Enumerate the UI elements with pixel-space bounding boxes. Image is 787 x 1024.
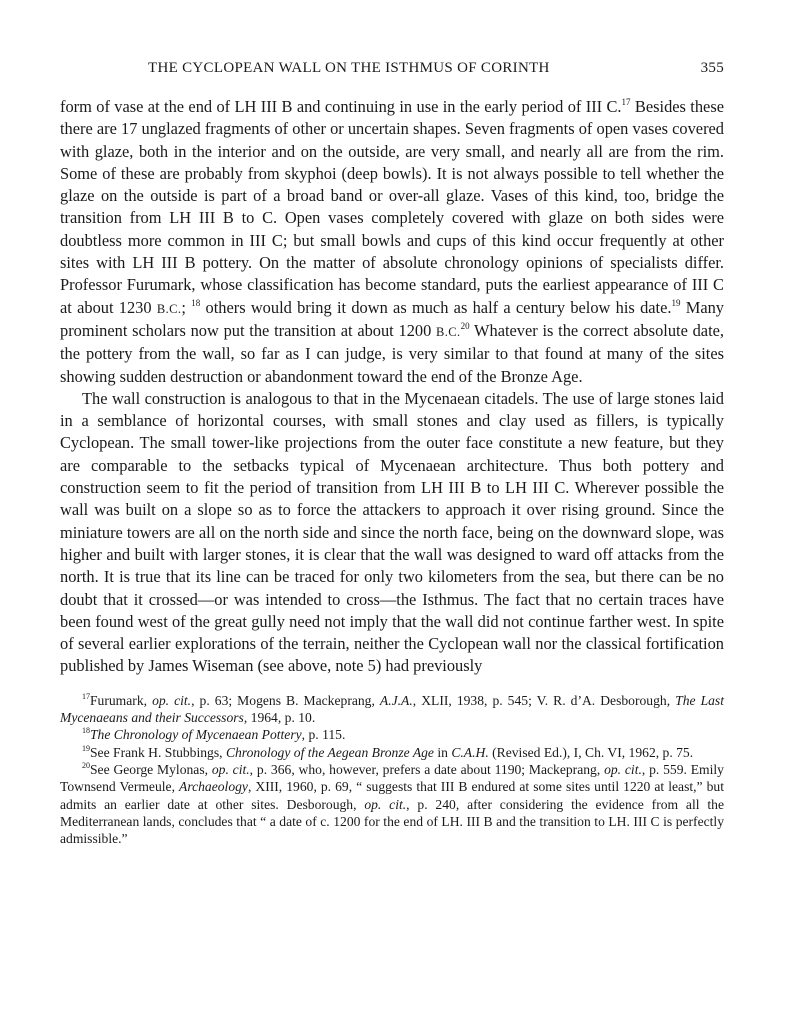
footnote-19 (60, 744, 724, 761)
page-number: 355 (700, 60, 724, 76)
footnote-text: Furumark, (90, 692, 153, 708)
footnote-number: 18 (82, 726, 90, 736)
p1-text-2: Besides these there are 17 unglazed fragments of other or uncertain shapes. Seven fragments of open vases covered with glaze, both in the interior and on the outside, are very small, and nearly all are from the rim. Some of these are probably from skyphoi (deep bowls). It is not always possible to tell whether the glaze on the outside is part of a broad band or over-all glaze. Vases of this kind, too, bridge the transition from LH III B to C. Open vases completely covered with glaze on both sides were doubtless more common in III C; but small bowls and cups of this kind occur frequently at other sites with LH III B pottery. On the matter of absolute chronology opinions of specialists differ. Professor Furumark, whose classification has become standard, puts the earliest appearance of III C at about 1230 (60, 97, 724, 317)
p1-text-4: others would bring it down as much as half a century below his date. (200, 297, 672, 317)
footnote-number: 17 (82, 691, 90, 701)
paragraph-1 (60, 96, 724, 388)
p1-text-6: Whatever is the correct absolute date, the pottery from the wall, so far as I can judge, is very similar to that found at many of the sites showing sudden destruction or abandonment toward the end of the Bronze Age. (60, 320, 724, 386)
footnote-ref-18: 18 (191, 297, 201, 308)
footnote-text: , p. 240, after considering the evidence from all the Mediterranean lands, concludes that “ a date of c. 1200 for the end of LH. III B and the transition to LH. III C is perfectly admissible.” (60, 796, 724, 847)
body-text (60, 96, 724, 678)
running-head (60, 58, 724, 82)
footnote-number: 19 (82, 743, 90, 753)
footnote-text: (Revised Ed.), I, Ch. VI, 1962, p. 75. (488, 744, 694, 760)
p1-text-1: form of vase at the end of LH III B and continuing in use in the early period of III C. (60, 97, 622, 116)
bc-abbrev: B.C. (156, 301, 182, 316)
footnote-italic: Chronology of the Aegean Bronze Age (225, 744, 434, 760)
footnote-text: , p. 115. (301, 727, 346, 743)
footnotes (60, 692, 724, 848)
footnote-text: See George Mylonas, (90, 761, 212, 777)
footnote-italic: op. cit. (364, 796, 407, 812)
page (60, 58, 724, 847)
footnote-italic: op. cit. (152, 692, 192, 708)
paragraph-2: The wall construction is analogous to that in the Mycenaean citadels. The use of large stones laid in a semblance of horizontal courses, with small stones and clay used as fillers, is typically Cyclopean. The small tower-like projections from the outer face constitute a new feature, but they are comparable to the setbacks typical of Mycenaean architecture. Thus both pottery and construction seem to fit the period of transition from LH III B to LH III C. Wherever possible the wall was built on a slope so as to force the attackers to approach it over rising ground. Since the miniature towers are all on the north side and since the north face, being on the downward slope, was higher and built with larger stones, it is clear that the wall was designed to ward off attacks from the north. It is true that its line can be traced for only two kilometers from the sea, but there can be no doubt that it crossed—or was intended to cross—the Isthmus. The fact that no certain traces have been found west of the great gully need not imply that the wall did not continue farther west. In spite of several earlier explorations of the terrain, neither the Cyclopean wall nor the classical fortification published by James Wiseman (see above, note 5) had previously (60, 388, 724, 676)
footnote-italic: C.A.H. (451, 744, 489, 760)
bc-abbrev: B.C. (436, 324, 461, 339)
footnote-italic: op. cit. (604, 761, 642, 777)
footnote-text: See Frank H. Stubbings, (90, 744, 226, 760)
footnote-text: , p. 63; Mogens B. Mackeprang, (191, 692, 380, 708)
footnote-text: , XIII, 1960, p. 69, “ suggests that III B endured at some sites until 1220 at least,” but admits an earlier date at other sites. Desborough, (60, 779, 724, 812)
footnote-text: , p. 559. Emily Townsend Vermeule, (60, 761, 724, 795)
footnote-20 (60, 761, 724, 847)
footnote-italic: Archaeology (179, 779, 248, 795)
footnote-text: , p. 366, who, however, prefers a date about 1190; Mackeprang, (249, 761, 605, 777)
running-title: THE CYCLOPEAN WALL ON THE ISTHMUS OF CORINTH (148, 60, 550, 76)
footnote-italic: The Last Mycenaeans and their Successors (60, 692, 724, 726)
p1-text-3: ; (181, 297, 192, 317)
footnote-italic: op. cit. (211, 761, 250, 777)
footnote-text: in (433, 744, 452, 760)
footnote-text: , XLII, 1938, p. 545; V. R. d’A. Desborough, (412, 692, 676, 708)
footnote-text: , 1964, p. 10. (243, 710, 316, 726)
footnote-17 (60, 692, 724, 727)
footnote-18 (60, 726, 724, 743)
footnote-italic: The Chronology of Mycenaean Pottery (90, 727, 302, 743)
footnote-italic: A.J.A. (379, 692, 413, 708)
footnote-ref-19: 19 (671, 297, 681, 308)
p1-text-5: Many prominent scholars now put the transition at about 1200 (60, 297, 724, 340)
footnote-ref-20: 20 (460, 320, 470, 331)
footnote-number: 20 (82, 760, 90, 770)
footnote-ref-17: 17 (621, 97, 631, 107)
